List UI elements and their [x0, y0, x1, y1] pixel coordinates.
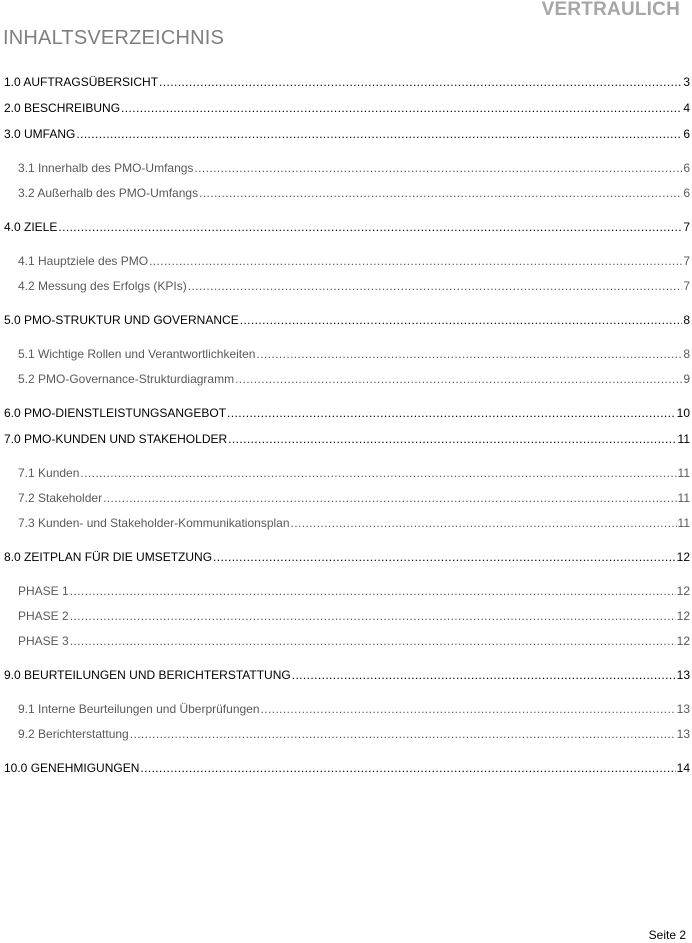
toc-entry-label: 9.0 BEURTEILUNGEN UND BERICHTERSTATTUNG: [4, 668, 291, 682]
toc-entry-label: 4.1 Hauptziele des PMO: [18, 254, 149, 268]
toc-entry-page: 11: [677, 491, 690, 505]
toc-entry[interactable]: [4, 127, 690, 141]
page-number: Seite 2: [648, 928, 686, 942]
dot-leader: [130, 727, 676, 741]
dot-leader: [188, 279, 683, 293]
toc-entry-label: 3.1 Innerhalb des PMO-Umfangs: [18, 161, 194, 175]
toc-entry[interactable]: [18, 634, 690, 648]
dot-leader: [70, 609, 676, 623]
toc-entry-page: 12: [676, 609, 690, 623]
dot-leader: [261, 702, 676, 716]
toc-entry[interactable]: [4, 220, 690, 234]
toc-entry-page: 7: [683, 254, 690, 268]
toc-entry-page: 11: [677, 432, 690, 446]
dot-leader: [80, 466, 676, 480]
dot-leader: [76, 127, 682, 141]
toc-entry[interactable]: [4, 761, 690, 775]
dot-leader: [149, 254, 682, 268]
toc-entry-page: 11: [677, 466, 690, 480]
toc-entry-label: PHASE 1: [18, 584, 69, 598]
toc-entry[interactable]: [18, 372, 690, 386]
dot-leader: [194, 161, 682, 175]
toc-entry-label: 6.0 PMO-DIENSTLEISTUNGSANGEBOT: [4, 406, 227, 420]
dot-leader: [70, 584, 676, 598]
dot-leader: [121, 101, 682, 115]
toc-entry-label: 4.0 ZIELE: [4, 220, 58, 234]
toc-entry-label: 7.0 PMO-KUNDEN UND STAKEHOLDER: [4, 432, 228, 446]
toc-entry[interactable]: [18, 609, 690, 623]
dot-leader: [240, 313, 683, 327]
toc-entry[interactable]: [18, 254, 690, 268]
dot-leader: [58, 220, 682, 234]
toc-entry-page: 6: [683, 161, 690, 175]
toc-entry[interactable]: [4, 550, 690, 564]
toc-entry-label: 8.0 ZEITPLAN FÜR DIE UMSETZUNG: [4, 550, 213, 564]
toc-entry-label: 3.0 UMFANG: [4, 127, 76, 141]
dot-leader: [140, 761, 675, 775]
toc-entry-page: 13: [676, 727, 690, 741]
toc-entry-label: 9.1 Interne Beurteilungen und Überprüfungen: [18, 702, 260, 716]
toc-entry-page: 3: [683, 75, 690, 89]
toc-entry[interactable]: [18, 702, 690, 716]
toc-title: INHALTSVERZEICHNIS: [3, 27, 225, 49]
dot-leader: [199, 186, 682, 200]
toc-entry-page: 4: [683, 101, 690, 115]
toc-entry-page: 10: [676, 406, 690, 420]
toc-entry-label: 10.0 GENEHMIGUNGEN: [4, 761, 140, 775]
toc-entry-label: 7.3 Kunden- und Stakeholder-Kommunikationsplan: [18, 516, 290, 530]
toc-entry-page: 12: [676, 584, 690, 598]
toc-entry-page: 13: [676, 668, 690, 682]
toc-entry[interactable]: [4, 75, 690, 89]
toc-entry[interactable]: [18, 584, 690, 598]
toc-entry-page: 6: [683, 186, 690, 200]
toc-entry-label: 4.2 Messung des Erfolgs (KPIs): [18, 279, 187, 293]
toc-entry-label: 1.0 AUFTRAGSÜBERSICHT: [4, 75, 159, 89]
toc-entry[interactable]: [18, 466, 690, 480]
toc-entry-label: 5.2 PMO-Governance-Strukturdiagramm: [18, 372, 235, 386]
toc-entry-page: 7: [683, 220, 690, 234]
toc-entry-label: 5.0 PMO-STRUKTUR UND GOVERNANCE: [4, 313, 239, 327]
toc-entry-page: 8: [683, 347, 690, 361]
toc-entry-page: 14: [676, 761, 690, 775]
toc-entry-label: 7.1 Kunden: [18, 466, 80, 480]
toc-entry-page: 8: [683, 313, 690, 327]
toc-entry-label: 3.2 Außerhalb des PMO-Umfangs: [18, 186, 199, 200]
toc-entry-page: 12: [676, 634, 690, 648]
toc-entry[interactable]: [18, 491, 690, 505]
toc-entry-page: 13: [676, 702, 690, 716]
toc-entry-label: PHASE 2: [18, 609, 69, 623]
toc-entry-label: PHASE 3: [18, 634, 69, 648]
toc-entry[interactable]: [4, 432, 690, 446]
toc-entry-page: 6: [683, 127, 690, 141]
toc-entry-label: 9.2 Berichterstattung: [18, 727, 129, 741]
dot-leader: [228, 432, 676, 446]
toc-entry-label: 7.2 Stakeholder: [18, 491, 103, 505]
toc-entry[interactable]: [18, 186, 690, 200]
toc-entry[interactable]: [18, 161, 690, 175]
toc-entry[interactable]: [18, 727, 690, 741]
dot-leader: [235, 372, 682, 386]
dot-leader: [213, 550, 676, 564]
dot-leader: [256, 347, 682, 361]
dot-leader: [227, 406, 676, 420]
toc-entry[interactable]: [4, 101, 690, 115]
toc-entry[interactable]: [18, 347, 690, 361]
dot-leader: [292, 668, 676, 682]
toc-entry[interactable]: [18, 516, 690, 530]
dot-leader: [159, 75, 682, 89]
toc-entry-page: 7: [683, 279, 690, 293]
toc-entry[interactable]: [4, 406, 690, 420]
dot-leader: [291, 516, 677, 530]
dot-leader: [70, 634, 676, 648]
confidential-label: VERTRAULICH: [541, 0, 680, 20]
toc-entry-label: 2.0 BESCHREIBUNG: [4, 101, 121, 115]
toc-entry-page: 12: [676, 550, 690, 564]
dot-leader: [103, 491, 676, 505]
toc-entry[interactable]: [18, 279, 690, 293]
toc-entry-page: 9: [683, 372, 690, 386]
toc-entry[interactable]: [4, 668, 690, 682]
toc-entry-label: 5.1 Wichtige Rollen und Verantwortlichkeiten: [18, 347, 256, 361]
toc-entry[interactable]: [4, 313, 690, 327]
toc-entry-page: 11: [677, 516, 690, 530]
